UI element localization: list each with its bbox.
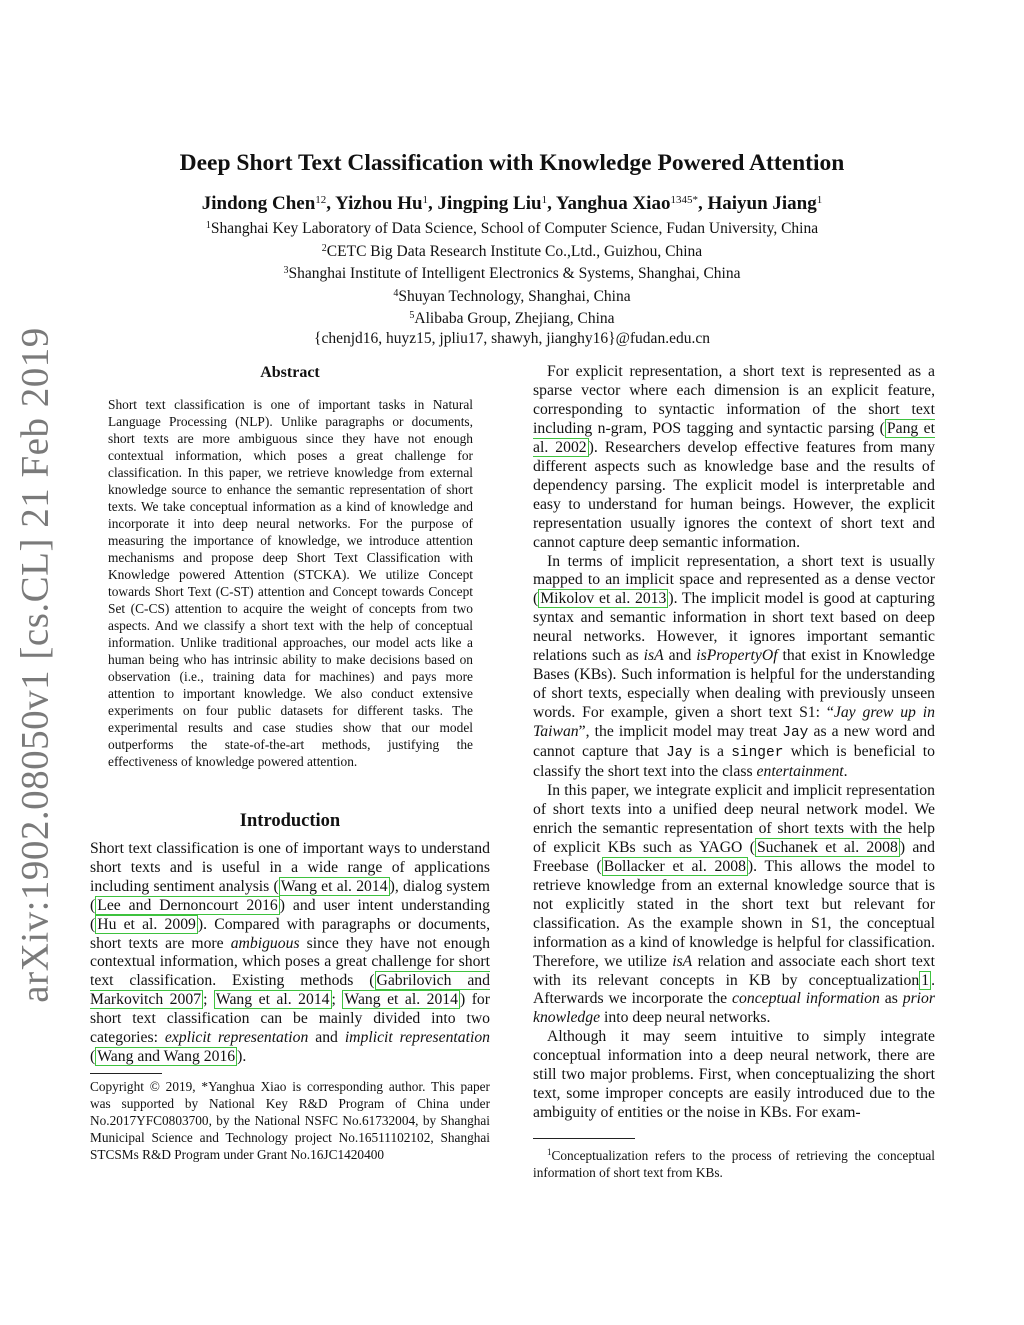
citation-link[interactable]: Mikolov et al. 2013: [540, 590, 667, 608]
citation-link[interactable]: Wang et al. 2014: [215, 991, 330, 1009]
right-column: [533, 363, 935, 1123]
citation-link[interactable]: Hu et al. 2009: [97, 915, 196, 933]
paper-title: Deep Short Text Classification with Knowledge Powered Attention: [179, 150, 845, 176]
abstract-heading: Abstract: [260, 364, 320, 381]
affiliation: $^4$Shuyan Technology, Shanghai, China: [393, 287, 631, 305]
paragraph: In this paper, we integrate explicit and implicit representation of short texts into a unified deep neural network model. We enrich the semantic representation of short texts with the help of explicit KBs such as YAGO ( Suchanek et al. 2008 ) and Freebase ( Bollacker et al. 2008 ). This allows the model to retrieve knowledge from an external knowledge source that is not explicitly stated in the short text but relevant for classification. As the example shown in S1, the conceptual information as a kind of knowledge is helpful for classification. Therefore, we utilize isA relation and associate each short text with its relevant concepts in KB by conceptualization 1 . Afterwards we incorporate the conceptual information as prior knowledge into deep neural networks.: [533, 781, 935, 1027]
author-name: Jingping Liu: [437, 193, 542, 214]
citation-link[interactable]: Pang et al. 2002: [533, 419, 935, 456]
author-name: Jindong Chen: [201, 193, 316, 214]
affiliation: $^5$Alibaba Group, Zhejiang, China: [409, 310, 615, 328]
affiliations: [0, 216, 1024, 349]
conceptualization-footnote: $^1$Conceptualization refers to the process of retrieving the conceptual information of short text from KBs.: [533, 1147, 935, 1180]
author-name: Yanghua Xiao: [555, 193, 671, 214]
citation-link[interactable]: Wang et al. 2014: [344, 991, 458, 1009]
citation-link[interactable]: Bollacker et al. 2008: [603, 857, 746, 875]
citation-link[interactable]: Suchanek et al. 2008: [756, 838, 898, 856]
introduction-paragraph: Short text classification is one of important ways to understand short texts and is useful in a wide range of applications including sentiment analysis ( Wang et al. 2014 ), dialog system ( Lee and Dernoncourt 2016 ) and user intent understanding ( Hu et al. 2009 ). Compared with paragraphs or documents, short texts are more ambiguous since they have not enough contextual information, which poses a great challenge for short text classification. Existing methods ( Gabrilovich and Markovitch 2007 ; Wang et al. 2014 ; Wang et al. 2014 ) for short text classification can be mainly divided into two categories: explicit representation and implicit representation ( Wang and Wang 2016 ).: [90, 840, 491, 1065]
author-name: Haiyun Jiang: [707, 193, 817, 214]
author-name: Yizhou Hu: [335, 193, 423, 214]
citation-link[interactable]: Gabrilovich and Markovitch 2007: [90, 972, 490, 1009]
affiliation: $^1$Shanghai Key Laboratory of Data Science, School of Computer Science, Fudan University, China: [205, 220, 819, 237]
citation-link[interactable]: Lee and Dernoncourt 2016: [97, 896, 278, 914]
paragraph: For explicit representation, a short text is represented as a sparse vector where each dimension is an explicit feature, corresponding to syntactic information of the short text including n-gram, POS tagging and syntactic parsing ( Pang et al. 2002 ). Researchers develop effective features from many different aspects such as knowledge base and the results of dependency parsing. The explicit model is interpretable and easy to understand for human beings. However, the explicit representation usually ignores the context of short text and cannot capture deep semantic information.: [533, 363, 935, 551]
introduction-heading: Introduction: [239, 811, 341, 831]
affiliation: $^2$CETC Big Data Research Institute Co.,Ltd., Guizhou, China: [321, 242, 703, 260]
author-list: Jindong Chen$^{12}$, Yizhou Hu$^1$, Jingping Liu$^1$, Yanghua Xiao$^{1345*}$, Haiyun Jiang$^1$: [201, 193, 823, 214]
abstract-text: Short text classification is one of important tasks in Natural Language Processing (NLP). Unlike paragraphs or documents, short texts are more ambiguous since they have not enough contextual information, which poses a great challenge for classification. In this paper, we retrieve knowledge from external knowledge source to enhance the semantic representation of short texts. We take conceptual information as a kind of knowledge and incorporate it into deep neural networks. For the purpose of measuring the importance of knowledge, we introduce attention mechanisms and propose deep Short Text Classification with Knowledge powered Attention (STCKA). We utilize Concept towards Short Text (C-ST) attention and Concept towards Concept Set (C-CS) attention to acquire the weight of concepts from two aspects. And we classify a short text with the help of conceptual information. Unlike traditional approaches, our model acts like a human being who has intrinsic ability to make decisions based on observation (i.e., training data for machines) and pays more attention to important knowledge. We also conduct extensive experiments on four public datasets for different tasks. The experimental results and case studies show that our model outperforms the state-of-the-art methods, justifying the effectiveness of knowledge powered attention.: [108, 397, 473, 769]
arxiv-stamp-text: arXiv:1902.08050v1 [cs.CL] 21 Feb 2019: [13, 327, 57, 1003]
paragraph: In terms of implicit representation, a short text is usually mapped to an implicit space and represented as a dense vector ( Mikolov et al. 2013 ). The implicit model is good at capturing syntax and semantic information in short text based on deep neural networks. However, it ignores important semantic relations such as isA and isPropertyOf that exist in Knowledge Bases (KBs). Such information is helpful for the understanding of short texts, especially when dealing with previously unseen words. For example, given a short text S1: “Jay grew up in Taiwan”, the implicit model may treat Jay as a new word and cannot capture that Jay is a singer which is beneficial to classify the short text into the class entertainment.: [533, 552, 936, 781]
citation-link[interactable]: Wang and Wang 2016: [97, 1047, 236, 1065]
author-emails: {chenjd16, huyz15, jpliu17, shawyh, jianghy16}@fudan.edu.cn: [314, 329, 710, 347]
copyright-footnote: Copyright © 2019, *Yanghua Xiao is corresponding author. This paper was supported by National Key R&D Program of China under No.2017YFC0803700, by the National NSFC No.61732004, by Shanghai Municipal Science and Technology project No.16511102102, Shanghai STCSMs R&D Program under Grant No.16JC1420400: [90, 1079, 490, 1162]
affiliation: $^3$Shanghai Institute of Intelligent Electronics & Systems, Shanghai, China: [283, 265, 741, 283]
citation-link[interactable]: Wang et al. 2014: [280, 877, 388, 895]
footnote-divider: [90, 1073, 162, 1074]
arxiv-stamp: [10, 327, 60, 1003]
footnote-divider: [533, 1138, 635, 1139]
footnote-link[interactable]: 1: [921, 971, 930, 989]
paragraph: Although it may seem intuitive to simply integrate conceptual information into a deep neural network, there are still two major problems. First, when conceptualizing the short text, some improper concepts are easily introduced due to the ambiguity of entities or the noise in KBs. For exam-: [533, 1028, 935, 1122]
